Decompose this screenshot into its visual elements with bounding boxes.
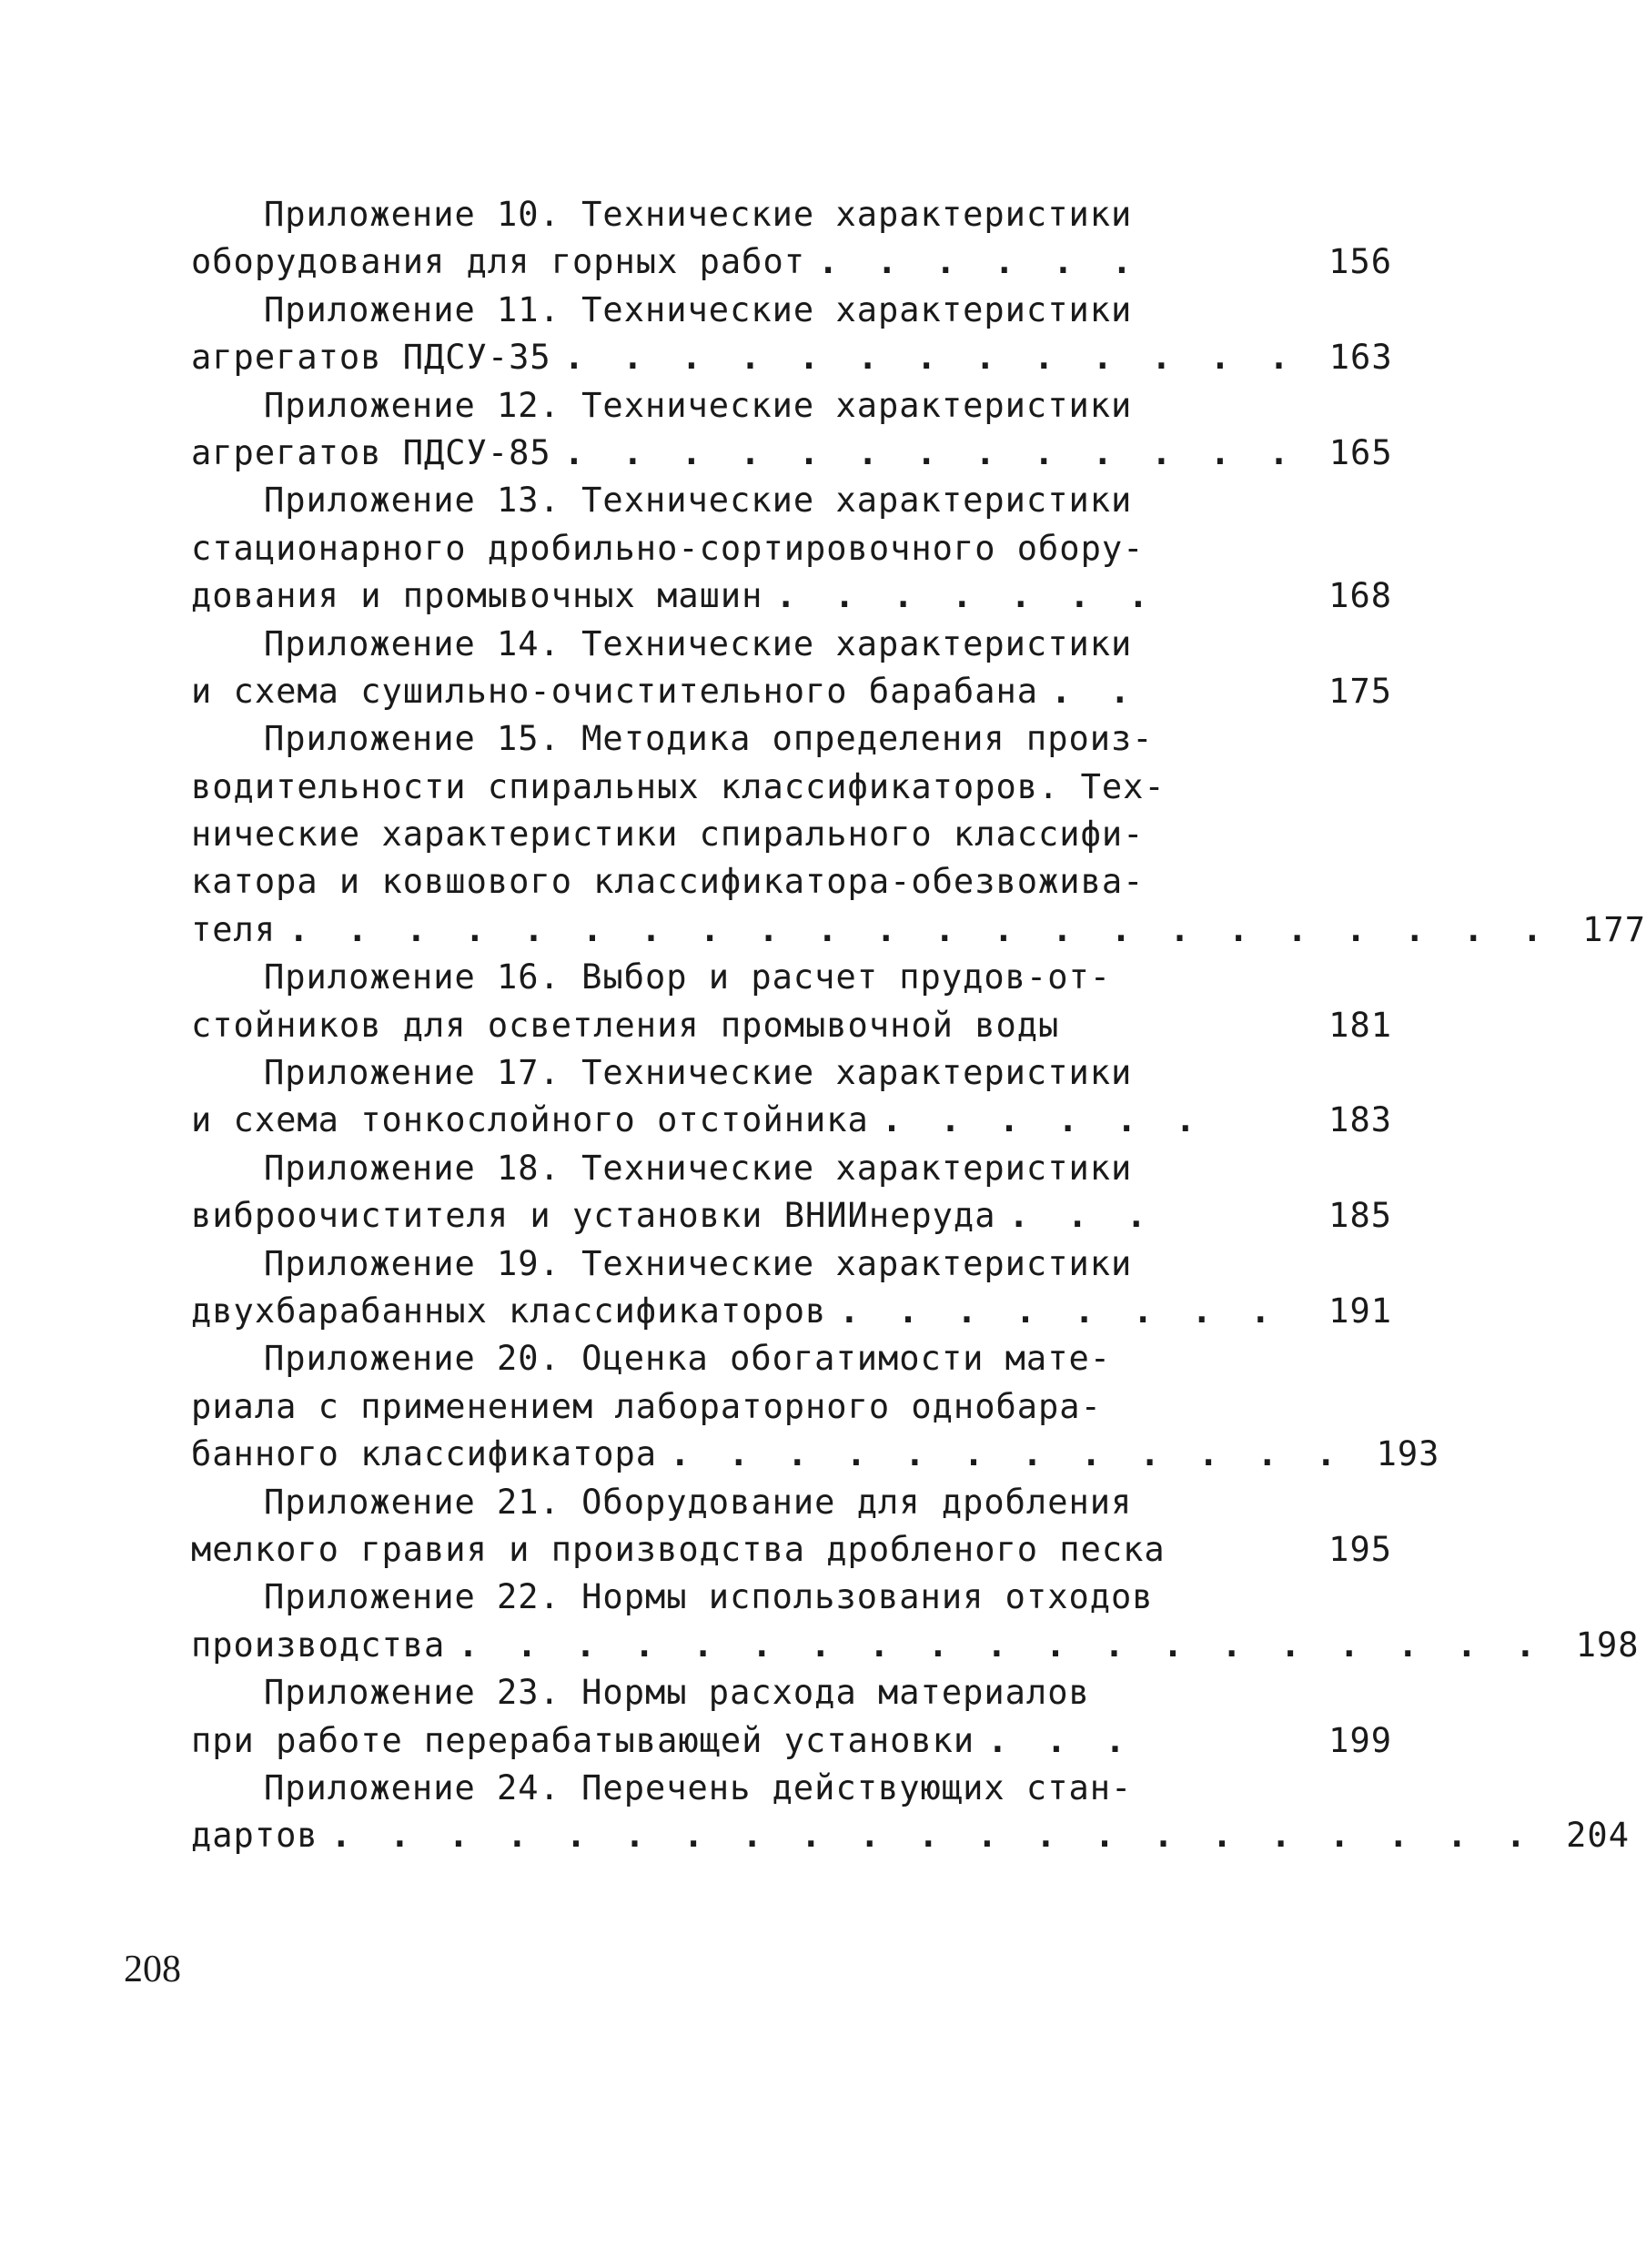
toc-page-number: 156	[1328, 242, 1392, 282]
toc-entry-line	[191, 1097, 1392, 1144]
toc-entry-text: Приложение 12. Технические характеристики	[264, 385, 1133, 425]
toc-entry	[191, 287, 1392, 382]
toc-entry-line	[191, 1622, 1640, 1669]
toc-entry	[191, 1765, 1630, 1860]
toc-entry-text: Приложение 19. Технические характеристики	[264, 1243, 1133, 1283]
toc-leader-dots: . . . . . . .	[775, 576, 1158, 616]
toc-entry-text: Приложение 23. Нормы расхода материалов	[264, 1673, 1090, 1713]
toc-leader-dots: . . . . . . . . . . . . .	[563, 338, 1298, 378]
toc-entry-text: Приложение 17. Технические характеристики	[264, 1053, 1133, 1093]
toc-entry-text: Приложение 10. Технические характеристики	[264, 195, 1133, 234]
toc-entry-text: Приложение 15. Методика определения произ-	[264, 719, 1154, 759]
toc-entry-line	[191, 525, 1392, 572]
toc-entry-text: стойников для осветления промывочной воды	[191, 1005, 1060, 1045]
toc-entry-line	[191, 1288, 1392, 1335]
toc-entry-text: и схема тонкослойного отстойника	[191, 1100, 869, 1140]
toc-entry	[191, 1335, 1440, 1478]
toc-entry	[191, 1145, 1392, 1240]
toc-entry-line	[191, 1669, 1392, 1716]
toc-page-number: 175	[1328, 671, 1392, 711]
toc-leader-dots: . . . . . . . . . . . . . . . . . . . . .	[330, 1816, 1535, 1856]
toc-entry	[191, 1574, 1640, 1669]
toc-entry-line	[191, 1335, 1392, 1382]
toc-entry	[191, 477, 1392, 620]
toc-entry-text: при работе перерабатывающей установки	[191, 1720, 975, 1760]
toc-entry-line	[191, 668, 1392, 715]
toc-leader-dots: . . . . . .	[818, 242, 1142, 282]
toc-entry-text: Приложение 13. Технические характеристики	[264, 481, 1133, 521]
toc-entry-line	[191, 858, 1392, 906]
toc-entry-text: производства	[191, 1625, 446, 1665]
toc-entry	[191, 1479, 1392, 1574]
toc-entry-text: банного классификатора	[191, 1434, 658, 1474]
toc-entry-line	[191, 1002, 1392, 1049]
toc-leader-dots: . . . . . . . .	[839, 1291, 1280, 1331]
toc-entry-text: мелкого гравия и производства дробленого песка	[191, 1529, 1166, 1569]
toc-entry	[191, 1049, 1392, 1145]
toc-entry-line	[191, 382, 1392, 430]
toc-entry-text: Приложение 24. Перечень действующих стан-	[264, 1767, 1133, 1807]
toc-entry	[191, 1669, 1392, 1765]
toc-page-number: 183	[1328, 1100, 1392, 1140]
toc-entry-text: и схема сушильно-очистительного барабана	[191, 671, 1039, 711]
toc-page-number: 199	[1328, 1720, 1392, 1760]
toc-entry-line	[191, 287, 1392, 334]
toc-entry-text: Приложение 21. Оборудование для дробления	[264, 1482, 1133, 1522]
toc-page-number: 168	[1328, 576, 1392, 616]
toc-page-number: 204	[1566, 1816, 1630, 1856]
toc-entry-line	[191, 572, 1392, 620]
toc-entry	[191, 621, 1392, 716]
toc-entry-line	[191, 1049, 1392, 1097]
toc-leader-dots: . . .	[1008, 1196, 1156, 1236]
toc-page-number: 193	[1376, 1434, 1440, 1474]
toc-entry	[191, 954, 1392, 1049]
toc-entry-text: дартов	[191, 1816, 318, 1856]
toc-leader-dots: . . . . . .	[881, 1100, 1205, 1140]
toc-page-number: 191	[1328, 1291, 1392, 1331]
toc-entry	[191, 1240, 1392, 1336]
toc-page-number: 198	[1575, 1625, 1640, 1665]
toc-leader-dots: . . . . . . . . . . . .	[670, 1434, 1346, 1474]
toc-entry-text: виброочистителя и установки ВНИИнеруда	[191, 1196, 996, 1236]
toc-entry-line	[191, 1192, 1392, 1240]
toc-entry-text: Приложение 11. Технические характеристики	[264, 289, 1133, 329]
toc-page-number: 181	[1328, 1005, 1392, 1045]
toc-entry-text: риала с применением лабораторного однобара-	[191, 1386, 1102, 1426]
toc-entry	[191, 191, 1392, 287]
toc-entry-text: Приложение 20. Оценка обогатимости мате-	[264, 1339, 1112, 1379]
toc-page-number: 195	[1328, 1529, 1392, 1569]
toc-entry-line	[191, 1812, 1630, 1859]
toc-entry-line	[191, 1240, 1392, 1288]
toc-entry-text: агрегатов ПДСУ-85	[191, 432, 551, 472]
toc-entry-text: катора и ковшового классификатора-обезвожива-	[191, 862, 1145, 902]
toc-entry-line	[191, 1765, 1392, 1812]
toc-entry-text: агрегатов ПДСУ-35	[191, 338, 551, 378]
toc-entry-line	[191, 1479, 1392, 1526]
toc-entry	[191, 382, 1392, 478]
toc-page-number: 177	[1582, 909, 1646, 949]
toc-leader-dots: . . . . . . . . . . . . .	[563, 432, 1298, 472]
toc-entry-line	[191, 621, 1392, 668]
toc-leader-dots: . . .	[987, 1720, 1135, 1760]
toc-entry-line	[191, 334, 1392, 381]
toc-entry	[191, 715, 1646, 954]
toc-entry-text: Приложение 22. Нормы использования отходов	[264, 1577, 1154, 1617]
toc-entry-line	[191, 1526, 1392, 1574]
toc-entry-line	[191, 954, 1392, 1001]
toc-entry-text: Приложение 14. Технические характеристики	[264, 623, 1133, 663]
toc-page-number: 165	[1328, 432, 1393, 472]
toc-entry-line	[191, 1574, 1392, 1621]
table-of-contents	[191, 191, 1646, 1860]
toc-entry-line	[191, 1383, 1392, 1431]
toc-page-number: 163	[1328, 338, 1393, 378]
page-number: 208	[124, 1949, 181, 1990]
toc-entry-text: двухбарабанных классификаторов	[191, 1291, 827, 1331]
toc-entry-line	[191, 715, 1392, 763]
toc-entry-line	[191, 238, 1392, 286]
toc-entry-line	[191, 1431, 1440, 1478]
toc-entry-line	[191, 906, 1646, 954]
toc-entry-text: нические характеристики спирального классифи-	[191, 815, 1145, 855]
toc-entry-line	[191, 477, 1392, 524]
toc-entry-text: Приложение 18. Технические характеристики	[264, 1148, 1133, 1188]
toc-entry-line	[191, 1717, 1392, 1765]
toc-entry-line	[191, 764, 1392, 811]
toc-entry-text: стационарного дробильно-сортировочного обору-	[191, 528, 1145, 568]
toc-entry-text: водительности спиральных классификаторов. Тех-	[191, 766, 1166, 806]
toc-entry-line	[191, 430, 1392, 477]
toc-entry-line	[191, 1145, 1392, 1192]
toc-entry-text: теля	[191, 909, 277, 949]
toc-entry-text: Приложение 16. Выбор и расчет прудов-от-	[264, 957, 1112, 997]
toc-leader-dots: . . . . . . . . . . . . . . . . . . . . . .	[288, 909, 1551, 949]
toc-page-number: 185	[1328, 1196, 1392, 1236]
toc-entry-line	[191, 811, 1392, 858]
toc-leader-dots: . .	[1051, 671, 1139, 711]
toc-entry-line	[191, 191, 1392, 238]
toc-leader-dots: . . . . . . . . . . . . . . . . . . .	[458, 1625, 1545, 1665]
toc-entry-text: дования и промывочных машин	[191, 576, 763, 616]
toc-entry-text: оборудования для горных работ	[191, 242, 806, 282]
